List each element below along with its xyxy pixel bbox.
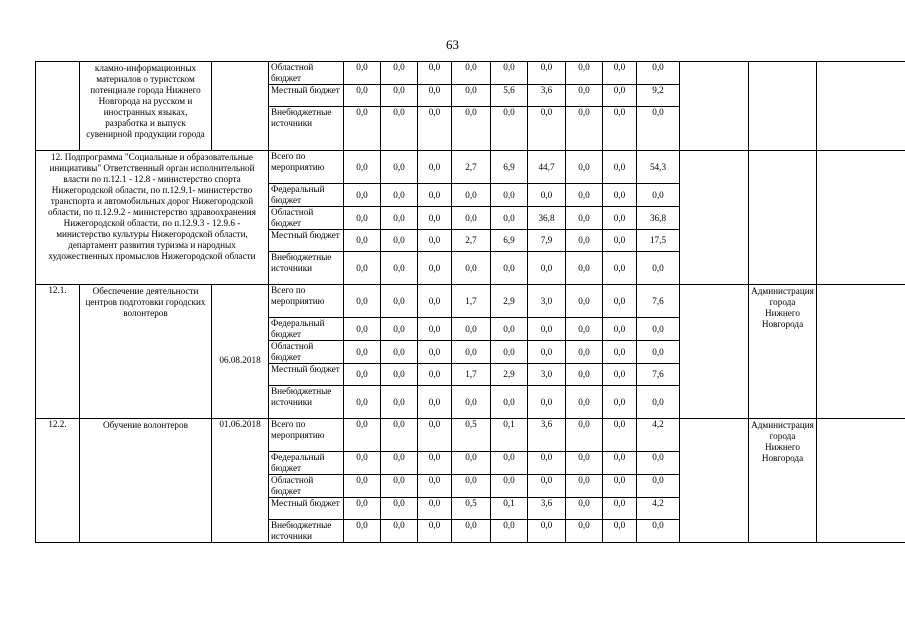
value-cell: 0,0 bbox=[528, 386, 566, 419]
value-cell: 0,0 bbox=[381, 318, 418, 341]
value-cell: 0,0 bbox=[603, 85, 637, 107]
value-cell: 0,0 bbox=[381, 184, 418, 207]
value-cell: 0,0 bbox=[491, 252, 528, 285]
value-cell: 0,0 bbox=[566, 341, 603, 364]
empty-cell bbox=[817, 62, 905, 151]
value-cell: 0,0 bbox=[566, 184, 603, 207]
value-cell: 0,0 bbox=[528, 184, 566, 207]
value-cell: 0,0 bbox=[381, 207, 418, 230]
value-cell: 0,0 bbox=[418, 419, 452, 452]
table-row bbox=[36, 151, 905, 184]
value-cell: 0,0 bbox=[603, 62, 637, 85]
value-cell: 0,0 bbox=[491, 107, 528, 151]
value-cell: 0,0 bbox=[637, 318, 680, 341]
value-cell: 0,0 bbox=[491, 62, 528, 85]
value-cell: 0,0 bbox=[491, 184, 528, 207]
value-cell: 0,0 bbox=[528, 107, 566, 151]
value-cell: 0,0 bbox=[344, 419, 381, 452]
funding-source-cell: Областной бюджет bbox=[269, 475, 344, 498]
value-cell: 0,0 bbox=[418, 62, 452, 85]
value-cell: 0,0 bbox=[637, 386, 680, 419]
value-cell: 3,6 bbox=[528, 419, 566, 452]
date-cell: 01.06.2018 bbox=[212, 419, 269, 543]
value-cell: 0,0 bbox=[491, 386, 528, 419]
funding-source-cell: Всего по мероприятию bbox=[269, 419, 344, 452]
value-cell: 0,0 bbox=[603, 364, 637, 386]
value-cell: 36,8 bbox=[637, 207, 680, 230]
item-number-cell bbox=[36, 62, 80, 151]
empty-cell bbox=[680, 62, 749, 151]
value-cell: 0,0 bbox=[603, 452, 637, 475]
value-cell: 0,0 bbox=[381, 62, 418, 85]
funding-source-cell: Федеральный бюджет bbox=[269, 184, 344, 207]
value-cell: 0,0 bbox=[603, 151, 637, 184]
value-cell: 5,6 bbox=[491, 85, 528, 107]
value-cell: 0,0 bbox=[566, 62, 603, 85]
value-cell: 0,0 bbox=[566, 151, 603, 184]
table-row bbox=[36, 419, 905, 452]
funding-source-cell: Местный бюджет bbox=[269, 364, 344, 386]
value-cell: 0,0 bbox=[637, 184, 680, 207]
value-cell: 0,0 bbox=[381, 452, 418, 475]
value-cell: 0,0 bbox=[418, 364, 452, 386]
value-cell: 0,0 bbox=[381, 386, 418, 419]
value-cell: 0,0 bbox=[452, 107, 491, 151]
value-cell: 0,0 bbox=[603, 207, 637, 230]
funding-source-cell: Внебюджетные источники bbox=[269, 386, 344, 419]
value-cell: 2,9 bbox=[491, 285, 528, 318]
executor-cell bbox=[749, 151, 817, 285]
value-cell: 0,0 bbox=[452, 85, 491, 107]
value-cell: 3,0 bbox=[528, 364, 566, 386]
value-cell: 0,0 bbox=[603, 341, 637, 364]
value-cell: 0,0 bbox=[452, 184, 491, 207]
value-cell: 0,0 bbox=[418, 151, 452, 184]
value-cell: 0,0 bbox=[418, 341, 452, 364]
value-cell: 0,0 bbox=[566, 498, 603, 520]
value-cell: 0,0 bbox=[381, 151, 418, 184]
value-cell: 0,0 bbox=[603, 285, 637, 318]
value-cell: 0,0 bbox=[452, 452, 491, 475]
funding-source-cell: Областной бюджет bbox=[269, 62, 344, 85]
value-cell: 0,0 bbox=[603, 184, 637, 207]
value-cell: 9,2 bbox=[637, 85, 680, 107]
value-cell: 0,0 bbox=[381, 475, 418, 498]
date-cell: 06.08.2018 bbox=[212, 285, 269, 419]
value-cell: 0,0 bbox=[637, 107, 680, 151]
value-cell: 0,0 bbox=[344, 520, 381, 543]
value-cell: 54,3 bbox=[637, 151, 680, 184]
value-cell: 0,0 bbox=[603, 386, 637, 419]
value-cell: 0,0 bbox=[418, 85, 452, 107]
value-cell: 0,0 bbox=[344, 85, 381, 107]
value-cell: 0,0 bbox=[418, 184, 452, 207]
value-cell: 0,0 bbox=[491, 341, 528, 364]
value-cell: 0,0 bbox=[566, 207, 603, 230]
executor-cell: Администрация города Нижнего Новгорода bbox=[749, 285, 817, 419]
value-cell: 0,0 bbox=[528, 475, 566, 498]
item-number-cell: 12.1. bbox=[36, 285, 80, 419]
funding-source-cell: Федеральный бюджет bbox=[269, 318, 344, 341]
value-cell: 0,0 bbox=[637, 341, 680, 364]
value-cell: 0,0 bbox=[418, 107, 452, 151]
value-cell: 6,9 bbox=[491, 151, 528, 184]
value-cell: 0,0 bbox=[603, 318, 637, 341]
value-cell: 36,8 bbox=[528, 207, 566, 230]
value-cell: 0,0 bbox=[381, 341, 418, 364]
value-cell: 0,0 bbox=[452, 62, 491, 85]
funding-source-cell: Внебюджетные источники bbox=[269, 252, 344, 285]
value-cell: 0,0 bbox=[452, 207, 491, 230]
value-cell: 0,0 bbox=[344, 252, 381, 285]
value-cell: 0,0 bbox=[566, 419, 603, 452]
value-cell: 0,0 bbox=[418, 285, 452, 318]
value-cell: 0,0 bbox=[566, 285, 603, 318]
value-cell: 44,7 bbox=[528, 151, 566, 184]
value-cell: 7,6 bbox=[637, 364, 680, 386]
value-cell: 0,0 bbox=[566, 230, 603, 252]
value-cell: 3,6 bbox=[528, 498, 566, 520]
empty-cell bbox=[817, 285, 905, 419]
value-cell: 0,0 bbox=[452, 475, 491, 498]
value-cell: 0,0 bbox=[344, 475, 381, 498]
value-cell: 0,0 bbox=[566, 386, 603, 419]
value-cell: 0,5 bbox=[452, 498, 491, 520]
value-cell: 0,0 bbox=[344, 386, 381, 419]
value-cell: 0,0 bbox=[603, 520, 637, 543]
value-cell: 0,0 bbox=[381, 419, 418, 452]
value-cell: 0,0 bbox=[381, 498, 418, 520]
value-cell: 0,0 bbox=[566, 364, 603, 386]
value-cell: 0,0 bbox=[637, 252, 680, 285]
empty-cell bbox=[680, 285, 749, 419]
value-cell: 3,0 bbox=[528, 285, 566, 318]
executor-cell bbox=[749, 62, 817, 151]
value-cell: 0,0 bbox=[603, 252, 637, 285]
value-cell: 0,0 bbox=[603, 230, 637, 252]
value-cell: 0,0 bbox=[566, 452, 603, 475]
value-cell: 1,7 bbox=[452, 285, 491, 318]
value-cell: 0,0 bbox=[344, 107, 381, 151]
value-cell: 0,0 bbox=[566, 318, 603, 341]
item-name-cell: Обучение волонтеров bbox=[80, 419, 212, 543]
value-cell: 0,0 bbox=[452, 252, 491, 285]
value-cell: 0,0 bbox=[418, 452, 452, 475]
value-cell: 0,1 bbox=[491, 419, 528, 452]
value-cell: 0,0 bbox=[344, 341, 381, 364]
value-cell: 17,5 bbox=[637, 230, 680, 252]
empty-cell bbox=[680, 419, 749, 543]
value-cell: 0,0 bbox=[528, 252, 566, 285]
funding-source-cell: Местный бюджет bbox=[269, 498, 344, 520]
value-cell: 0,0 bbox=[528, 341, 566, 364]
value-cell: 0,0 bbox=[418, 498, 452, 520]
funding-source-cell: Внебюджетные источники bbox=[269, 520, 344, 543]
value-cell: 0,0 bbox=[566, 520, 603, 543]
value-cell: 0,0 bbox=[381, 230, 418, 252]
value-cell: 0,0 bbox=[344, 151, 381, 184]
value-cell: 0,0 bbox=[381, 252, 418, 285]
funding-source-cell: Местный бюджет bbox=[269, 85, 344, 107]
value-cell: 0,0 bbox=[566, 107, 603, 151]
value-cell: 0,0 bbox=[491, 207, 528, 230]
value-cell: 0,0 bbox=[344, 62, 381, 85]
value-cell: 0,0 bbox=[603, 475, 637, 498]
value-cell: 2,7 bbox=[452, 230, 491, 252]
value-cell: 0,0 bbox=[452, 386, 491, 419]
value-cell: 0,0 bbox=[418, 520, 452, 543]
value-cell: 0,0 bbox=[566, 252, 603, 285]
value-cell: 2,9 bbox=[491, 364, 528, 386]
value-cell: 0,0 bbox=[418, 252, 452, 285]
budget-table bbox=[35, 61, 905, 543]
empty-cell bbox=[817, 419, 905, 543]
value-cell: 0,0 bbox=[637, 452, 680, 475]
value-cell: 0,0 bbox=[381, 364, 418, 386]
value-cell: 3,6 bbox=[528, 85, 566, 107]
value-cell: 0,0 bbox=[452, 341, 491, 364]
value-cell: 2,7 bbox=[452, 151, 491, 184]
value-cell: 0,0 bbox=[344, 230, 381, 252]
value-cell: 0,0 bbox=[637, 62, 680, 85]
value-cell: 0,0 bbox=[418, 318, 452, 341]
value-cell: 0,0 bbox=[566, 85, 603, 107]
value-cell: 0,0 bbox=[491, 520, 528, 543]
funding-source-cell: Областной бюджет bbox=[269, 341, 344, 364]
value-cell: 0,0 bbox=[418, 386, 452, 419]
value-cell: 0,0 bbox=[491, 475, 528, 498]
value-cell: 0,0 bbox=[452, 318, 491, 341]
funding-source-cell: Всего по мероприятию bbox=[269, 151, 344, 184]
item-name-cell: кламно-информационных материалов о туристском потенциале города Нижнего Новгорода на русском и иностранных языках, разработка и выпуск сувенирной продукции города bbox=[80, 62, 212, 151]
value-cell: 4,2 bbox=[637, 419, 680, 452]
value-cell: 0,0 bbox=[528, 62, 566, 85]
value-cell: 0,0 bbox=[566, 475, 603, 498]
item-number-cell: 12.2. bbox=[36, 419, 80, 543]
item-name-cell: Обеспечение деятельности центров подготовки городских волонтеров bbox=[80, 285, 212, 419]
value-cell: 0,0 bbox=[381, 520, 418, 543]
date-cell bbox=[212, 62, 269, 151]
value-cell: 0,0 bbox=[418, 230, 452, 252]
value-cell: 0,0 bbox=[344, 452, 381, 475]
value-cell: 1,7 bbox=[452, 364, 491, 386]
value-cell: 0,0 bbox=[344, 364, 381, 386]
value-cell: 0,0 bbox=[344, 207, 381, 230]
value-cell: 0,0 bbox=[528, 520, 566, 543]
value-cell: 4,2 bbox=[637, 498, 680, 520]
value-cell: 0,0 bbox=[637, 475, 680, 498]
value-cell: 0,0 bbox=[344, 318, 381, 341]
funding-source-cell: Федеральный бюджет bbox=[269, 452, 344, 475]
value-cell: 0,0 bbox=[452, 520, 491, 543]
value-cell: 0,0 bbox=[603, 419, 637, 452]
value-cell: 0,0 bbox=[344, 285, 381, 318]
value-cell: 0,0 bbox=[418, 207, 452, 230]
value-cell: 0,0 bbox=[491, 318, 528, 341]
value-cell: 0,0 bbox=[418, 475, 452, 498]
value-cell: 0,1 bbox=[491, 498, 528, 520]
funding-source-cell: Местный бюджет bbox=[269, 230, 344, 252]
value-cell: 7,6 bbox=[637, 285, 680, 318]
value-cell: 0,0 bbox=[603, 107, 637, 151]
subprogram-title-cell: 12. Подпрограмма "Социальные и образовательные инициативы" Ответственный орган исполнительной власти по п.12.1 - 12.8 - министерство спорта Нижегородской области, по п.12.9.1- министерство транспорта и автомобильных дорог Нижегородской области, по п.12.9.2 - министерство здравоохранения Нижегородской области, по п.12.9.3 - 12.9.6 - министерство культуры Нижегородской области, департамент развития туризма и народных художественных промыслов Нижегородской области bbox=[36, 151, 269, 285]
value-cell: 6,9 bbox=[491, 230, 528, 252]
empty-cell bbox=[817, 151, 905, 285]
value-cell: 0,0 bbox=[381, 285, 418, 318]
value-cell: 0,0 bbox=[528, 452, 566, 475]
table-row bbox=[36, 62, 905, 85]
page-number: 63 bbox=[446, 37, 459, 52]
value-cell: 0,0 bbox=[381, 85, 418, 107]
value-cell: 0,0 bbox=[344, 184, 381, 207]
value-cell: 0,0 bbox=[528, 318, 566, 341]
value-cell: 0,0 bbox=[381, 107, 418, 151]
table-row bbox=[36, 285, 905, 318]
executor-cell: Администрация города Нижнего Новгорода bbox=[749, 419, 817, 543]
value-cell: 7,9 bbox=[528, 230, 566, 252]
value-cell: 0,0 bbox=[603, 498, 637, 520]
funding-source-cell: Внебюджетные источники bbox=[269, 107, 344, 151]
value-cell: 0,0 bbox=[637, 520, 680, 543]
funding-source-cell: Областной бюджет bbox=[269, 207, 344, 230]
value-cell: 0,0 bbox=[491, 452, 528, 475]
value-cell: 0,5 bbox=[452, 419, 491, 452]
value-cell: 0,0 bbox=[344, 498, 381, 520]
funding-source-cell: Всего по мероприятию bbox=[269, 285, 344, 318]
empty-cell bbox=[680, 151, 749, 285]
